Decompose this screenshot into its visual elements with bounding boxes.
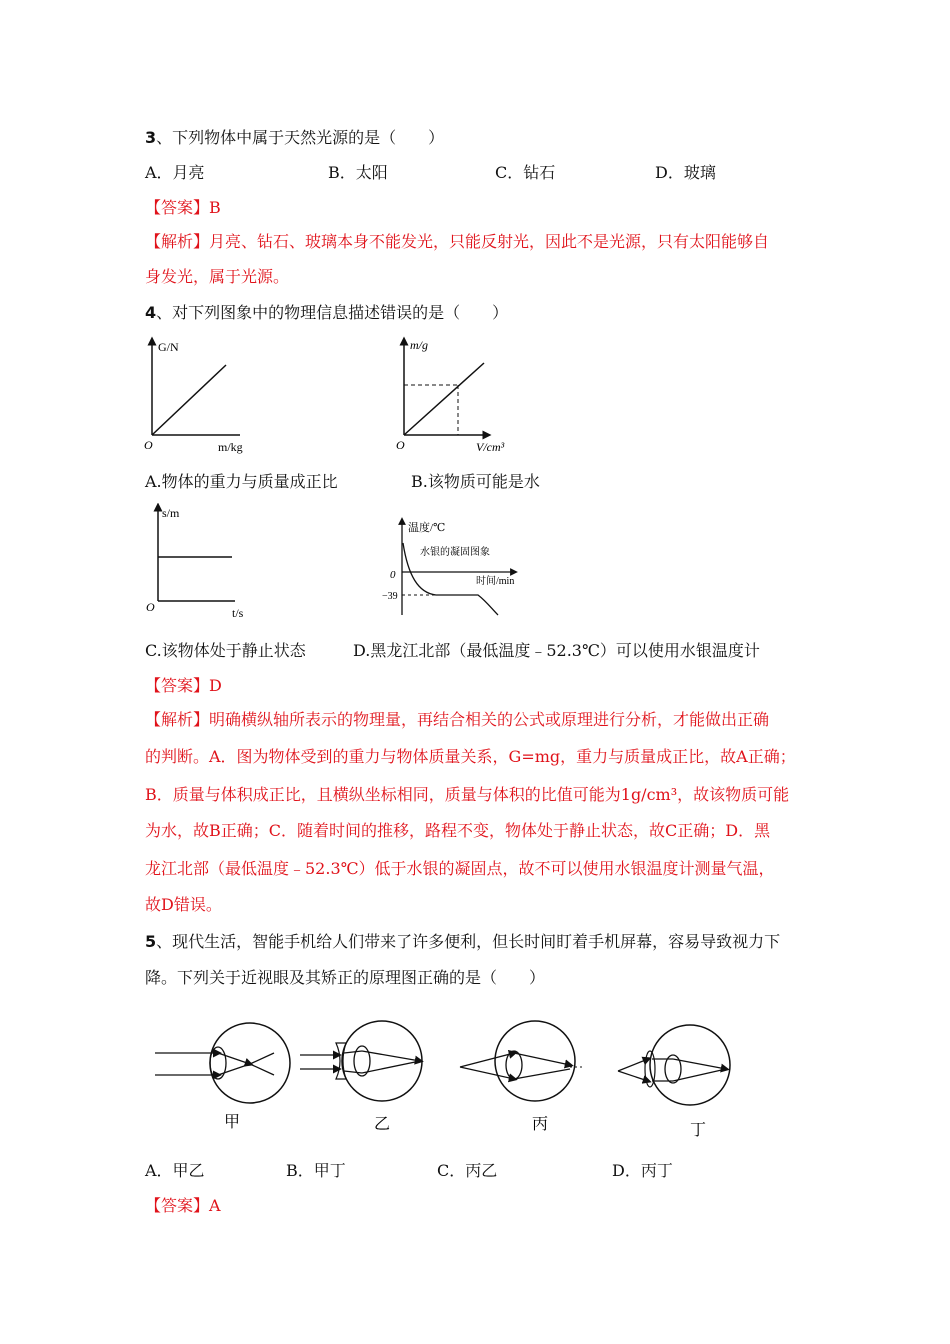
option-d: D．丙丁 — [612, 1161, 673, 1180]
proportional-line — [152, 365, 226, 435]
temperature-value: −39 — [382, 591, 398, 602]
question-number: 4 — [145, 303, 157, 322]
diagram-label-bing: 丙 — [532, 1116, 549, 1133]
question-text: 对下列图象中的物理信息描述错误的是（ ） — [172, 303, 509, 322]
y-axis-label: s/m — [162, 506, 180, 520]
option-a: A.物体的重力与质量成正比 — [145, 472, 338, 491]
y-axis-label: G/N — [158, 340, 179, 354]
x-axis-label: m/kg — [218, 440, 243, 454]
origin-label: O — [144, 438, 153, 452]
question-text: 降。下列关于近视眼及其矫正的原理图正确的是（ ） — [145, 968, 546, 987]
analysis-text: 身发光，属于光源。 — [145, 267, 290, 286]
question-number: 5 — [145, 932, 157, 951]
option-d: D.黑龙江北部（最低温度﹣52.3℃）可以使用水银温度计 — [353, 641, 760, 660]
option-c: C．钻石 — [495, 163, 556, 182]
analysis-text: 龙江北部（最低温度﹣52.3℃）低于水银的凝固点，故不可以使用水银温度计测量气温， — [145, 859, 775, 878]
option-a: A．月亮 — [145, 163, 205, 182]
origin-label: 0 — [390, 569, 396, 581]
eye-diagram-jia — [155, 1023, 290, 1103]
answer-label: 【答案】 — [145, 1196, 210, 1215]
x-axis-label: 时间/min — [476, 576, 515, 587]
graph-title: 水银的凝固图象 — [420, 547, 490, 558]
diagram-label-ding: 丁 — [690, 1122, 707, 1139]
option-b: B．甲丁 — [286, 1161, 346, 1180]
answer-value: A — [209, 1196, 221, 1215]
question-5 — [145, 931, 780, 953]
analysis-label: 【解析】 — [145, 710, 210, 729]
question-number: 3 — [145, 128, 157, 147]
graph-mass-volume — [392, 335, 522, 460]
eye-diagram-yi — [300, 1021, 422, 1101]
eye-diagram-bing — [460, 1021, 582, 1101]
question-4 — [145, 302, 508, 324]
diagram-label-jia: 甲 — [224, 1114, 241, 1131]
analysis-text: 故D错误。 — [145, 895, 222, 914]
analysis-text: 为水，故B正确；C．随着时间的推移，路程不变，物体处于静止状态，故C正确；D．黑 — [145, 821, 771, 840]
analysis-line — [145, 231, 769, 253]
origin-label: O — [396, 438, 405, 452]
analysis-text: B．质量与体积成正比，且横纵坐标相同，质量与体积的比值可能为1g/cm³，故该物质可能 — [145, 785, 790, 804]
x-axis-label: V/cm³ — [476, 440, 505, 454]
eye-diagram-ding — [618, 1025, 730, 1105]
analysis-text: 月亮、钻石、玻璃本身不能发光，只能反射光，因此不是光源，只有太阳能够自 — [209, 232, 770, 251]
option-a: A．甲乙 — [145, 1161, 205, 1180]
question-text: 下列物体中属于天然光源的是（ ） — [172, 128, 445, 147]
question-3 — [145, 127, 444, 149]
y-axis-label: 温度/℃ — [408, 522, 446, 534]
proportional-line — [404, 363, 484, 435]
graph-distance-time — [140, 503, 260, 623]
option-d: D．玻璃 — [655, 163, 716, 182]
graph-mercury-solidification — [380, 515, 530, 625]
answer-label: 【答案】 — [145, 676, 210, 695]
analysis-text: 的判断。A．图为物体受到的重力与物体质量关系，G=mg，重力与质量成正比，故A正确； — [145, 747, 796, 766]
analysis-line — [145, 709, 769, 731]
answer-label: 【答案】 — [145, 198, 210, 217]
graph-gravity-mass — [140, 335, 250, 460]
answer-line — [145, 197, 221, 219]
analysis-text: 明确横纵轴所表示的物理量，再结合相关的公式或原理进行分析，才能做出正确 — [209, 710, 770, 729]
question-text: 现代生活，智能手机给人们带来了许多便利，但长时间盯着手机屏幕，容易导致视力下 — [172, 932, 781, 951]
answer-value: B — [209, 198, 221, 217]
answer-value: D — [209, 676, 222, 695]
answer-line — [145, 675, 222, 697]
question-separator: 、 — [156, 932, 173, 951]
diagram-label-yi: 乙 — [374, 1116, 391, 1133]
option-c: C.该物体处于静止状态 — [145, 641, 306, 660]
question-separator: 、 — [156, 303, 173, 322]
option-b: B.该物质可能是水 — [411, 472, 540, 491]
option-b: B．太阳 — [328, 163, 388, 182]
analysis-label: 【解析】 — [145, 232, 210, 251]
answer-line — [145, 1195, 221, 1217]
option-c: C．丙乙 — [437, 1161, 498, 1180]
y-axis-label: m/g — [410, 338, 428, 352]
origin-label: O — [146, 600, 155, 614]
eye-diagrams — [150, 1015, 750, 1145]
x-axis-label: t/s — [232, 606, 244, 620]
question-separator: 、 — [156, 128, 173, 147]
